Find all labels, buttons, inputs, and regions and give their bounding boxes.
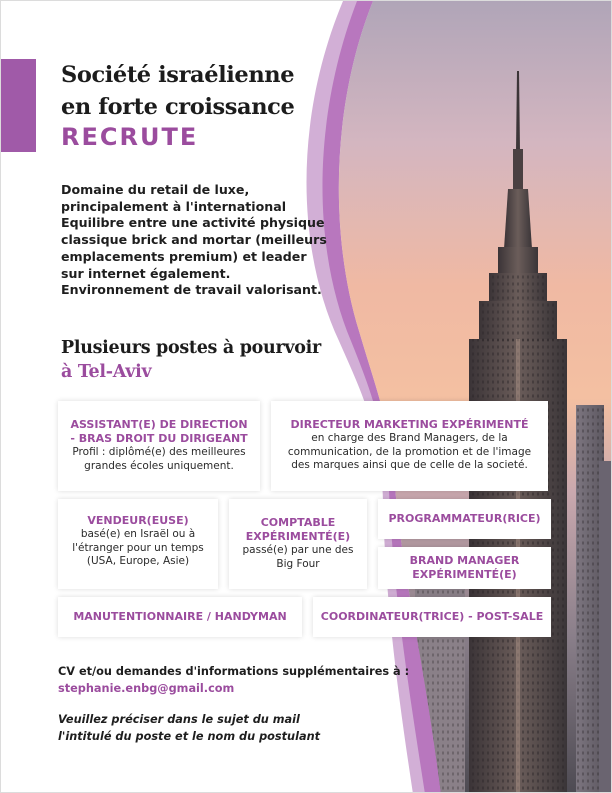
job-title: ASSISTANT(E) DE DIRECTION - BRAS DROIT DU DIRIGEANT xyxy=(70,418,248,445)
job-description: basé(e) en Israël ou à l'étranger pour un temps (USA, Europe, Asie) xyxy=(72,528,204,568)
job-card-vendeur xyxy=(58,499,218,589)
description-line: classique brick and mortar (meilleurs xyxy=(61,232,327,248)
positions-title: Plusieurs postes à pourvoir xyxy=(61,338,321,358)
description-line: Domaine du retail de luxe, xyxy=(61,182,250,197)
job-card-programmateur xyxy=(378,499,551,539)
job-title: COMPTABLE EXPÉRIMENTÉ(E) xyxy=(245,516,351,543)
contact-email-link[interactable]: stephanie.enbg@gmail.com xyxy=(58,682,235,695)
description-line: sur internet également. xyxy=(61,265,231,281)
job-title: COORDINATEUR(TRICE) - POST-SALE xyxy=(320,610,544,623)
job-description: en charge des Brand Managers, de la communication, de la promotion et de l'image des marques ainsi que de celle de la societé. xyxy=(287,432,532,472)
accent-bar xyxy=(1,59,36,152)
note-line: Veuillez préciser dans le sujet du mail xyxy=(58,713,300,726)
description-line: Environnement de travail valorisant. xyxy=(61,282,322,298)
contact-section xyxy=(58,663,409,697)
job-title: BRAND MANAGER EXPÉRIMENTÉ(E) xyxy=(409,554,520,581)
company-description xyxy=(61,182,361,299)
job-card-manutentionnaire xyxy=(58,597,302,637)
note-line: l'intitulé du poste et le nom du postulant xyxy=(58,730,321,743)
job-card-comptable xyxy=(229,499,367,589)
job-card-marketing-director xyxy=(271,401,548,491)
job-title: VENDEUR(EUSE) xyxy=(87,514,189,527)
job-title: MANUTENTIONNAIRE / HANDYMAN xyxy=(73,610,287,623)
description-line: principalement à l'international xyxy=(61,198,287,214)
description-line: emplacements premium) et leader xyxy=(61,248,307,264)
job-title: PROGRAMMATEUR(RICE) xyxy=(388,512,541,525)
job-title: DIRECTEUR MARKETING EXPÉRIMENTÉ xyxy=(290,418,529,431)
page-title xyxy=(61,59,294,123)
contact-label: CV et/ou demandes d'informations supplémentaires à : xyxy=(58,665,410,678)
title-line: en forte croissance xyxy=(61,94,295,120)
positions-heading xyxy=(61,336,321,384)
application-note xyxy=(58,711,320,745)
description-line: Equilibre entre une activité physique xyxy=(61,215,325,231)
job-description: Profil : diplômé(e) des meilleures grandes écoles uniquement. xyxy=(72,446,246,472)
job-description: passé(e) par une des Big Four xyxy=(242,544,354,570)
job-card-brand-manager xyxy=(378,547,551,589)
recrute-heading: RECRUTE xyxy=(61,123,199,151)
title-line: Société israélienne xyxy=(61,62,295,88)
job-card-assistant xyxy=(58,401,260,491)
positions-location: à Tel-Aviv xyxy=(61,362,152,382)
job-card-coordinateur xyxy=(313,597,551,637)
